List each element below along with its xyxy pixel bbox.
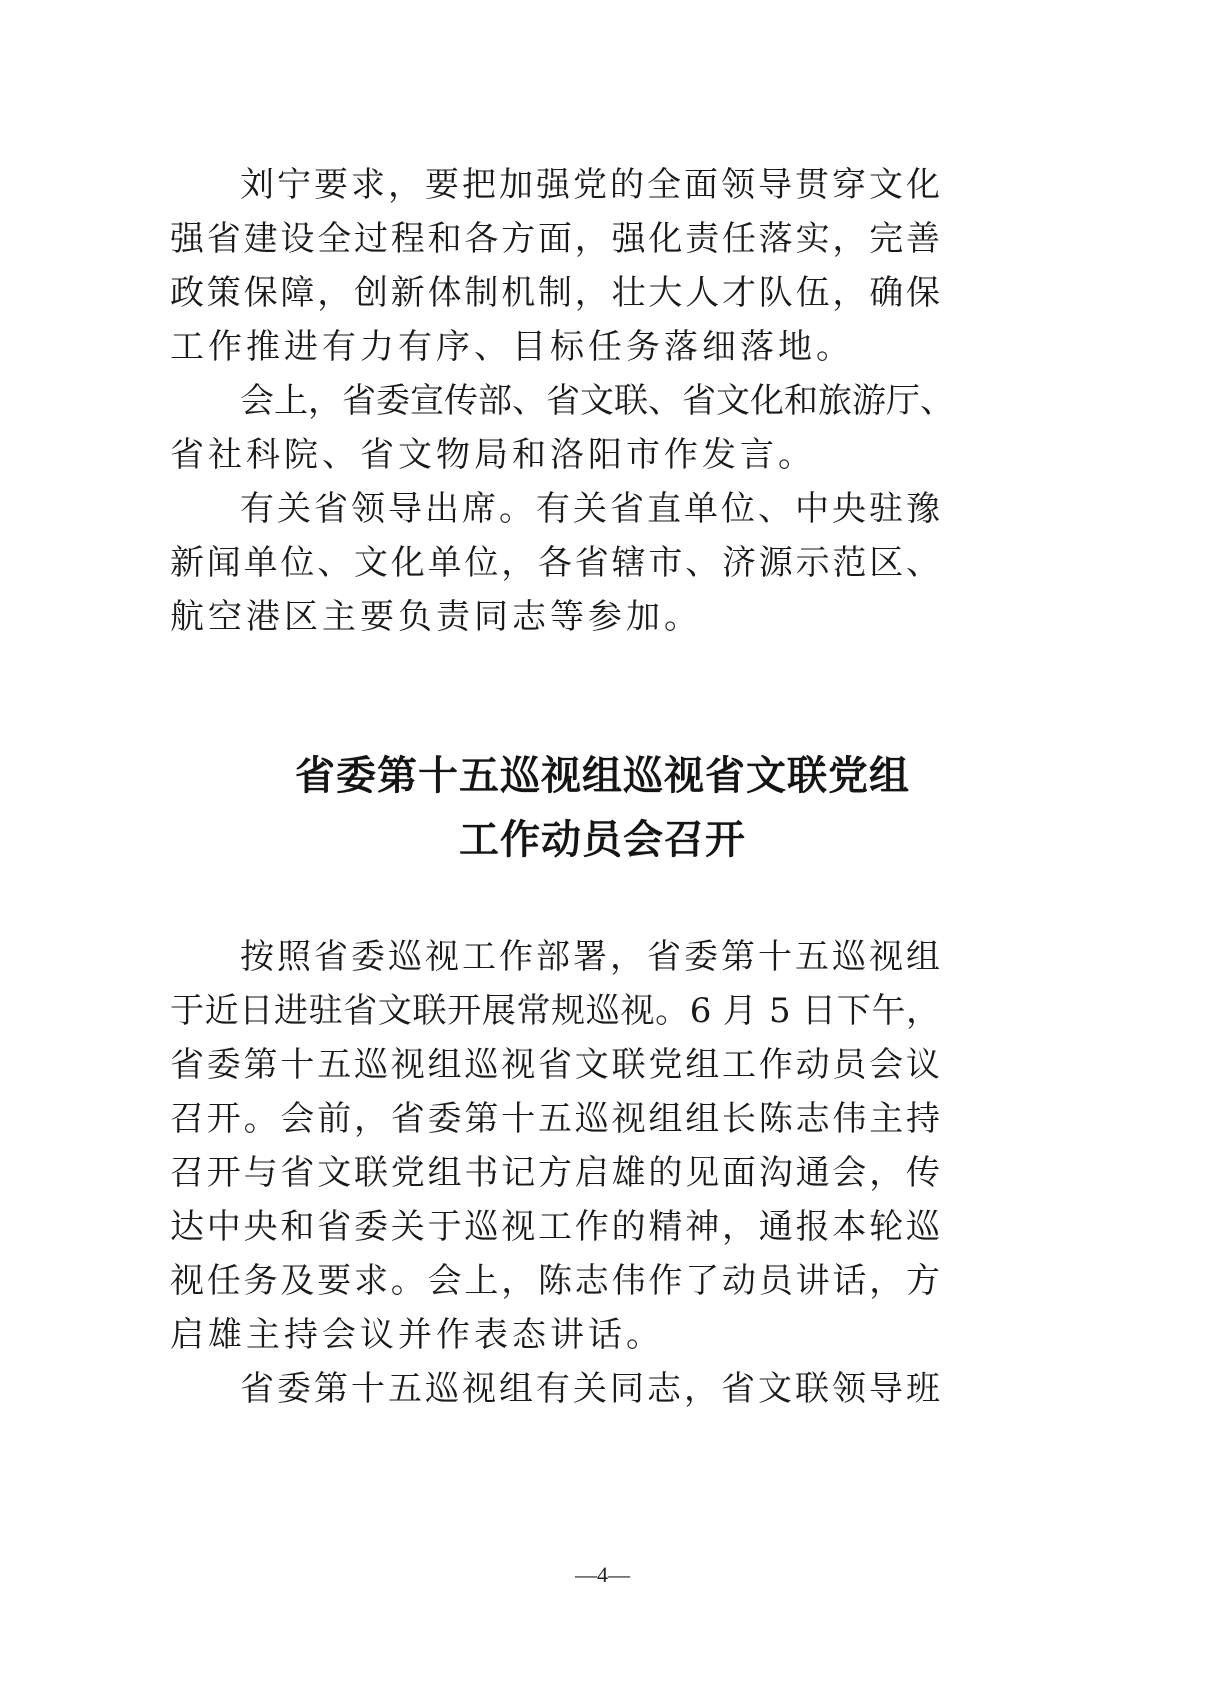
text-line: 省委第十五巡视组巡视省文联党组工作动员会议 [170, 1045, 940, 1085]
text-line: 召开。会前，省委第十五巡视组组长陈志伟主持 [170, 1099, 940, 1139]
text-line: 刘宁要求，要把加强党的全面领导贯穿文化 [240, 165, 940, 205]
text-line: 政策保障，创新体制机制，壮大人才队伍，确保 [170, 273, 940, 313]
text-line: 新闻单位、文化单位，各省辖市、济源示范区、 [170, 543, 940, 583]
text-line: 召开与省文联党组书记方启雄的见面沟通会，传 [170, 1153, 940, 1193]
text-line: 有关省领导出席。有关省直单位、中央驻豫 [240, 489, 940, 529]
article-title-line-1: 省委第十五巡视组巡视省文联党组 [295, 753, 910, 799]
text-line: 启雄主持会议并作表态讲话。 [170, 1315, 664, 1355]
text-line: 工作推进有力有序、目标任务落细落地。 [170, 327, 854, 367]
text-line: 于近日进驻省文联开展常规巡视。6 月 5 日下午， [170, 991, 940, 1031]
text-line: 航空港区主要负责同志等参加。 [170, 597, 702, 637]
article-title-line-2: 工作动员会召开 [459, 817, 746, 863]
text-line: 强省建设全过程和各方面，强化责任落实，完善 [170, 219, 940, 259]
text-line: 省社科院、省文物局和洛阳市作发言。 [170, 435, 816, 475]
text-line: 会上，省委宣传部、省文联、省文化和旅游厅、 [240, 381, 954, 421]
text-line: 视任务及要求。会上，陈志伟作了动员讲话，方 [170, 1261, 940, 1301]
text-line: 按照省委巡视工作部署，省委第十五巡视组 [240, 937, 940, 977]
page-number: —4— [575, 1562, 630, 1587]
text-line: 达中央和省委关于巡视工作的精神，通报本轮巡 [170, 1207, 940, 1247]
text-line: 省委第十五巡视组有关同志，省文联领导班 [240, 1369, 940, 1409]
